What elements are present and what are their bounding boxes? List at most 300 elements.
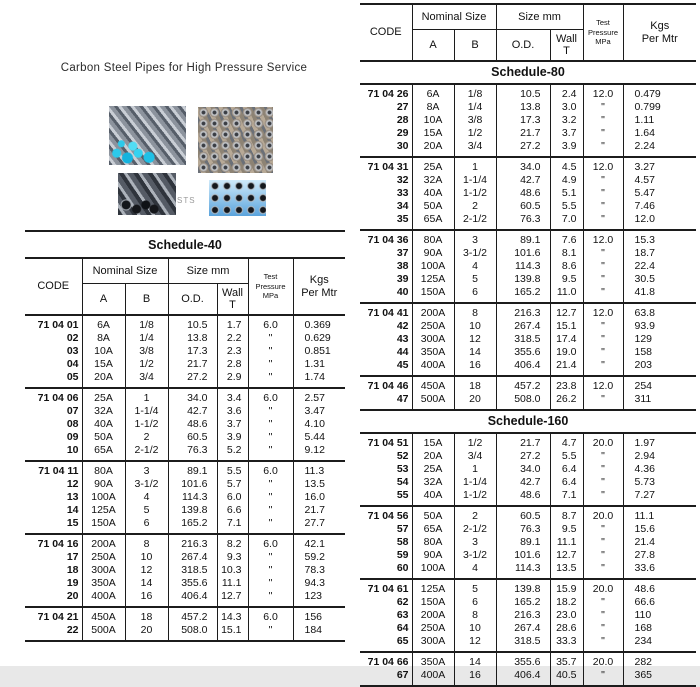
- table-cell: 17.3: [168, 345, 217, 358]
- table-cell: 2.3: [217, 345, 248, 358]
- table-cell: 123: [293, 590, 345, 607]
- table-cell: 100A: [412, 260, 454, 273]
- table-cell: 5: [454, 579, 496, 596]
- table-cell: 48.6: [496, 489, 550, 506]
- table-cell: ": [583, 127, 623, 140]
- table-cell: ": [583, 609, 623, 622]
- table-cell: 250A: [82, 551, 125, 564]
- table-cell: 1: [454, 463, 496, 476]
- table-cell: 14: [25, 504, 82, 517]
- table-row: [25, 577, 345, 590]
- table-cell: 76.3: [168, 444, 217, 461]
- table-cell: 0.629: [293, 332, 345, 345]
- table-cell: 32A: [412, 174, 454, 187]
- table-cell: 20.0: [583, 652, 623, 669]
- table-cell: ": [583, 523, 623, 536]
- table-cell: 21.7: [496, 127, 550, 140]
- table-cell: ": [248, 345, 293, 358]
- table-cell: 59.2: [293, 551, 345, 564]
- table-cell: 4: [454, 260, 496, 273]
- table-cell: 29: [360, 127, 412, 140]
- table-cell: 55: [360, 489, 412, 506]
- table-cell: 6: [454, 596, 496, 609]
- table-cell: 21.7: [293, 504, 345, 517]
- table-cell: ": [248, 431, 293, 444]
- table-cell: 50A: [412, 200, 454, 213]
- table-row: [360, 333, 696, 346]
- table-cell: 33.3: [550, 635, 583, 652]
- table-cell: 1-1/4: [125, 405, 168, 418]
- table-cell: 1-1/4: [454, 174, 496, 187]
- table-cell: 71 04 31: [360, 157, 412, 174]
- col-header-code: CODE: [25, 258, 82, 315]
- col-header-test-pressure: Test Pressure MPa: [248, 258, 293, 315]
- table-row: [25, 607, 345, 624]
- table-row: [360, 127, 696, 140]
- table-cell: 267.4: [496, 622, 550, 635]
- table-cell: ": [248, 444, 293, 461]
- table-cell: 267.4: [496, 320, 550, 333]
- table-cell: 7.0: [550, 213, 583, 230]
- table-cell: 300A: [82, 564, 125, 577]
- table-cell: 47: [360, 393, 412, 410]
- table-cell: 318.5: [168, 564, 217, 577]
- table-cell: 40.5: [550, 669, 583, 686]
- schedule-40-block: [25, 230, 345, 642]
- schedule-40-group-3: [25, 461, 345, 534]
- table-cell: 10.3: [217, 564, 248, 577]
- table-cell: 42.1: [293, 534, 345, 551]
- schedule-80-group-1: [360, 84, 696, 157]
- table-cell: 200A: [82, 534, 125, 551]
- table-row: [25, 405, 345, 418]
- table-cell: 1/2: [125, 358, 168, 371]
- table-cell: 20.0: [583, 579, 623, 596]
- table-cell: 33.6: [623, 562, 696, 579]
- table-cell: 3.9: [550, 140, 583, 157]
- table-cell: 71 04 16: [25, 534, 82, 551]
- table-cell: 5: [125, 504, 168, 517]
- table-cell: 18.2: [550, 596, 583, 609]
- table-row: [360, 84, 696, 101]
- table-cell: 3: [454, 536, 496, 549]
- table-row: [360, 213, 696, 230]
- table-cell: 450A: [82, 607, 125, 624]
- table-cell: 1/8: [454, 84, 496, 101]
- table-cell: 71 04 61: [360, 579, 412, 596]
- table-row: [25, 444, 345, 461]
- table-cell: ": [583, 101, 623, 114]
- table-cell: 12.0: [583, 157, 623, 174]
- table-cell: 4.9: [550, 174, 583, 187]
- table-row: [25, 461, 345, 478]
- table-cell: ": [583, 260, 623, 273]
- table-cell: 22: [25, 624, 82, 641]
- table-cell: 15A: [82, 358, 125, 371]
- table-cell: 10.5: [168, 315, 217, 332]
- col-header-size-mm: Size mm: [496, 4, 583, 30]
- table-cell: ": [248, 577, 293, 590]
- table-row: [360, 200, 696, 213]
- table-cell: 89.1: [496, 230, 550, 247]
- table-cell: 3.47: [293, 405, 345, 418]
- table-row: [25, 345, 345, 358]
- table-cell: 71 04 46: [360, 376, 412, 393]
- table-cell: 20.0: [583, 433, 623, 450]
- table-cell: 8.2: [217, 534, 248, 551]
- table-cell: 8.1: [550, 247, 583, 260]
- table-cell: 66.6: [623, 596, 696, 609]
- table-cell: 2.8: [217, 358, 248, 371]
- table-cell: ": [248, 332, 293, 345]
- table-cell: 26.2: [550, 393, 583, 410]
- table-row: [360, 609, 696, 622]
- table-cell: 22.4: [623, 260, 696, 273]
- table-cell: 110: [623, 609, 696, 622]
- table-cell: 3.0: [550, 101, 583, 114]
- table-cell: 44: [360, 346, 412, 359]
- table-row: [25, 564, 345, 577]
- table-cell: 16.0: [293, 491, 345, 504]
- table-cell: 9.5: [550, 273, 583, 286]
- table-cell: 7.46: [623, 200, 696, 213]
- col-header-nominal-size: Nominal Size: [412, 4, 496, 30]
- table-cell: 10.5: [496, 84, 550, 101]
- table-cell: 35: [360, 213, 412, 230]
- table-cell: 4.36: [623, 463, 696, 476]
- table-cell: 2.94: [623, 450, 696, 463]
- table-cell: ": [583, 549, 623, 562]
- table-cell: 71 04 41: [360, 303, 412, 320]
- table-cell: ": [583, 463, 623, 476]
- photo-pipe-bundle-ends: [198, 107, 273, 173]
- table-cell: 21.7: [168, 358, 217, 371]
- table-cell: 15A: [412, 433, 454, 450]
- table-cell: 234: [623, 635, 696, 652]
- table-cell: 90A: [82, 478, 125, 491]
- table-cell: 3-1/2: [454, 247, 496, 260]
- table-cell: 406.4: [496, 669, 550, 686]
- table-cell: 4.5: [550, 157, 583, 174]
- table-cell: 2.4: [550, 84, 583, 101]
- table-cell: 8: [454, 609, 496, 622]
- table-cell: 165.2: [496, 286, 550, 303]
- schedule-40-group-1: [25, 315, 345, 388]
- table-cell: 02: [25, 332, 82, 345]
- table-cell: 15.3: [623, 230, 696, 247]
- table-cell: 250A: [412, 320, 454, 333]
- table-cell: 90A: [412, 549, 454, 562]
- col-header-od: O.D.: [496, 30, 550, 62]
- table-cell: 3.6: [217, 405, 248, 418]
- table-cell: 18: [454, 376, 496, 393]
- table-cell: 10: [454, 622, 496, 635]
- table-cell: 12.7: [550, 549, 583, 562]
- table-cell: 65A: [412, 523, 454, 536]
- table-row: [360, 635, 696, 652]
- table-row: [360, 286, 696, 303]
- table-cell: 93.9: [623, 320, 696, 333]
- table-cell: 17.4: [550, 333, 583, 346]
- table-cell: 14: [125, 577, 168, 590]
- table-cell: 300A: [412, 333, 454, 346]
- table-cell: 27.2: [496, 450, 550, 463]
- col-header-test-pressure: Test Pressure MPa: [583, 4, 623, 61]
- table-cell: ": [248, 504, 293, 517]
- table-cell: ": [583, 174, 623, 187]
- table-row: [25, 551, 345, 564]
- table-cell: 1.31: [293, 358, 345, 371]
- table-cell: 4: [125, 491, 168, 504]
- table-cell: ": [583, 320, 623, 333]
- table-row: [25, 315, 345, 332]
- table-cell: 90A: [412, 247, 454, 260]
- table-row: [25, 517, 345, 534]
- table-cell: 8.6: [550, 260, 583, 273]
- table-cell: 10: [454, 320, 496, 333]
- table-cell: 65A: [412, 213, 454, 230]
- table-cell: 4.57: [623, 174, 696, 187]
- section-title-schedule-160: Schedule-160: [487, 414, 569, 428]
- table-cell: 12: [125, 564, 168, 577]
- table-cell: 71 04 11: [25, 461, 82, 478]
- table-cell: 19: [25, 577, 82, 590]
- table-cell: 27.8: [623, 549, 696, 562]
- table-cell: ": [583, 114, 623, 127]
- table-cell: 129: [623, 333, 696, 346]
- table-cell: 48.6: [496, 187, 550, 200]
- table-cell: 43: [360, 333, 412, 346]
- table-cell: 27.2: [496, 140, 550, 157]
- table-cell: 42.7: [168, 405, 217, 418]
- table-cell: 15.9: [550, 579, 583, 596]
- table-cell: 12.0: [583, 303, 623, 320]
- table-cell: 78.3: [293, 564, 345, 577]
- table-cell: 59: [360, 549, 412, 562]
- table-cell: ": [583, 450, 623, 463]
- table-cell: 15.6: [623, 523, 696, 536]
- table-cell: 158: [623, 346, 696, 359]
- table-cell: 1.7: [217, 315, 248, 332]
- table-cell: 62: [360, 596, 412, 609]
- table-row: [25, 371, 345, 388]
- table-cell: ": [248, 564, 293, 577]
- table-cell: ": [248, 624, 293, 641]
- photo-pipes-on-blue-background: [209, 180, 266, 216]
- table-cell: 3/8: [125, 345, 168, 358]
- table-row: [360, 376, 696, 393]
- table-cell: 200A: [412, 303, 454, 320]
- table-cell: 12.7: [550, 303, 583, 320]
- table-cell: 11.0: [550, 286, 583, 303]
- table-cell: 40A: [412, 187, 454, 200]
- table-cell: 13.8: [168, 332, 217, 345]
- section-heading-row: [360, 410, 696, 433]
- table-cell: 20A: [412, 140, 454, 157]
- table-cell: 2.9: [217, 371, 248, 388]
- table-row: [25, 491, 345, 504]
- table-row: [360, 523, 696, 536]
- table-cell: 125A: [82, 504, 125, 517]
- table-cell: 500A: [82, 624, 125, 641]
- table-cell: 216.3: [496, 609, 550, 622]
- table-cell: 3/4: [454, 140, 496, 157]
- table-cell: 17: [25, 551, 82, 564]
- table-cell: 1.97: [623, 433, 696, 450]
- table-cell: 1-1/2: [454, 489, 496, 506]
- schedule-40-group-5: [25, 607, 345, 641]
- table-cell: ": [583, 333, 623, 346]
- table-row: [360, 596, 696, 609]
- table-cell: 6: [454, 286, 496, 303]
- schedule-40-group-4: [25, 534, 345, 607]
- table-cell: 2-1/2: [454, 213, 496, 230]
- section-heading-schedule-160: [360, 410, 696, 433]
- table-cell: 2-1/2: [125, 444, 168, 461]
- table-cell: 12: [454, 635, 496, 652]
- table-row: [25, 534, 345, 551]
- table-cell: 3.27: [623, 157, 696, 174]
- table-cell: 156: [293, 607, 345, 624]
- table-cell: 282: [623, 652, 696, 669]
- table-cell: 18.7: [623, 247, 696, 260]
- table-cell: 89.1: [496, 536, 550, 549]
- table-cell: 400A: [412, 669, 454, 686]
- table-cell: 7.1: [550, 489, 583, 506]
- table-cell: 4.10: [293, 418, 345, 431]
- table-cell: 101.6: [168, 478, 217, 491]
- table-cell: 80A: [412, 230, 454, 247]
- table-cell: 10: [125, 551, 168, 564]
- table-cell: 9.12: [293, 444, 345, 461]
- table-row: [360, 669, 696, 686]
- table-cell: 20.0: [583, 506, 623, 523]
- divider-rule: [25, 230, 345, 232]
- table-cell: 2: [125, 431, 168, 444]
- table-cell: 65A: [82, 444, 125, 461]
- col-header-a: A: [412, 30, 454, 62]
- table-cell: 30: [360, 140, 412, 157]
- table-row: [25, 590, 345, 607]
- table-row: [25, 332, 345, 345]
- table-cell: ": [248, 478, 293, 491]
- table-cell: 2.2: [217, 332, 248, 345]
- table-cell: 508.0: [168, 624, 217, 641]
- table-cell: 100A: [412, 562, 454, 579]
- table-cell: 71 04 06: [25, 388, 82, 405]
- table-cell: 25A: [82, 388, 125, 405]
- table-cell: 19.0: [550, 346, 583, 359]
- table-row: [360, 579, 696, 596]
- table-cell: 3/4: [454, 450, 496, 463]
- table-cell: 355.6: [496, 346, 550, 359]
- table-cell: 27.2: [168, 371, 217, 388]
- table-cell: 45: [360, 359, 412, 376]
- table-cell: 20A: [82, 371, 125, 388]
- table-cell: 05: [25, 371, 82, 388]
- section-title-schedule-80: Schedule-80: [491, 65, 565, 79]
- table-cell: 60.5: [168, 431, 217, 444]
- table-cell: 34.0: [496, 157, 550, 174]
- table-row: [360, 101, 696, 114]
- table-cell: ": [248, 358, 293, 371]
- photo-collage: [105, 103, 273, 218]
- table-row: [360, 174, 696, 187]
- table-cell: 67: [360, 669, 412, 686]
- table-cell: ": [583, 536, 623, 549]
- table-cell: ": [583, 286, 623, 303]
- table-cell: 58: [360, 536, 412, 549]
- table-cell: 5.5: [550, 200, 583, 213]
- table-cell: 12: [25, 478, 82, 491]
- table-cell: 03: [25, 345, 82, 358]
- table-cell: ": [583, 273, 623, 286]
- table-cell: 5.44: [293, 431, 345, 444]
- table-header: [25, 258, 345, 315]
- table-cell: 216.3: [496, 303, 550, 320]
- table-cell: 8A: [412, 101, 454, 114]
- table-row: [360, 652, 696, 669]
- table-cell: 184: [293, 624, 345, 641]
- table-cell: 1/2: [454, 433, 496, 450]
- table-cell: 65: [360, 635, 412, 652]
- table-cell: 3: [454, 230, 496, 247]
- table-row: [25, 624, 345, 641]
- table-cell: 3.7: [550, 127, 583, 140]
- header-row-top: [25, 258, 345, 284]
- table-row: [360, 230, 696, 247]
- table-cell: 1.74: [293, 371, 345, 388]
- table-cell: 14: [454, 346, 496, 359]
- table-row: [360, 393, 696, 410]
- table-cell: 32A: [82, 405, 125, 418]
- table-cell: ": [583, 247, 623, 260]
- table-row: [360, 536, 696, 549]
- table-cell: 21.4: [623, 536, 696, 549]
- table-cell: 125A: [412, 273, 454, 286]
- table-cell: 3-1/2: [125, 478, 168, 491]
- table-row: [360, 622, 696, 635]
- table-cell: 94.3: [293, 577, 345, 590]
- table-cell: 6.0: [248, 315, 293, 332]
- table-cell: 20A: [412, 450, 454, 463]
- table-cell: 13.8: [496, 101, 550, 114]
- table-cell: 5.1: [550, 187, 583, 200]
- col-header-wall-t: Wall T: [217, 284, 248, 316]
- table-cell: 40A: [82, 418, 125, 431]
- table-cell: 139.8: [168, 504, 217, 517]
- schedule-80-160-table: [360, 3, 696, 687]
- table-cell: 6: [125, 517, 168, 534]
- table-row: [25, 358, 345, 371]
- table-cell: 1/2: [454, 127, 496, 140]
- table-cell: 40: [360, 286, 412, 303]
- table-row: [360, 506, 696, 523]
- schedule-80-group-2: [360, 157, 696, 230]
- table-cell: 350A: [412, 652, 454, 669]
- table-cell: ": [248, 517, 293, 534]
- table-cell: 71 04 66: [360, 652, 412, 669]
- table-cell: 2.57: [293, 388, 345, 405]
- table-cell: 406.4: [496, 359, 550, 376]
- table-cell: 500A: [412, 393, 454, 410]
- schedule-80-160-block: [360, 3, 696, 687]
- section-title-schedule-40: Schedule-40: [148, 238, 222, 252]
- table-cell: 34.0: [168, 388, 217, 405]
- table-cell: 8: [125, 534, 168, 551]
- table-cell: 23.8: [550, 376, 583, 393]
- table-cell: ": [583, 562, 623, 579]
